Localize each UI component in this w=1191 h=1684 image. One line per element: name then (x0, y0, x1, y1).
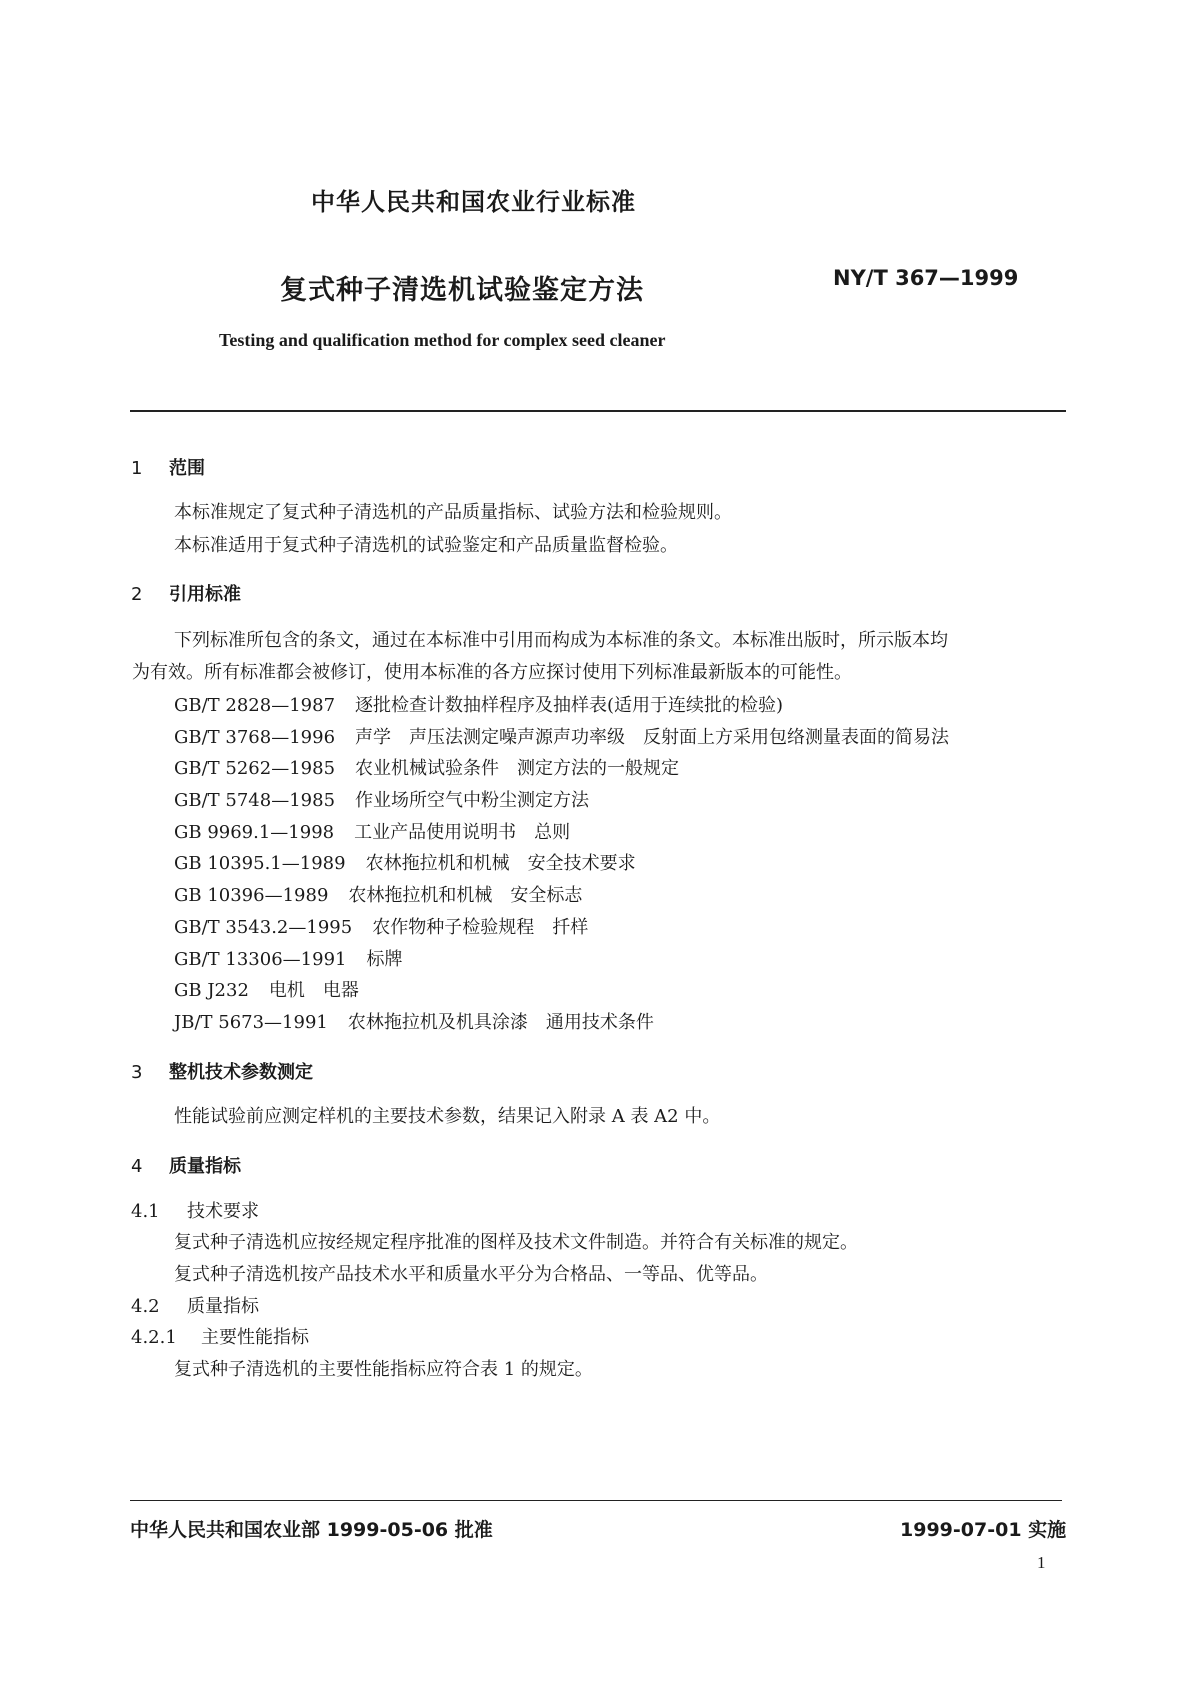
subsection-4-2-heading (131, 1292, 259, 1318)
subsection-4-2-1-heading (131, 1323, 309, 1349)
reference-item (174, 690, 949, 722)
reference-title: 农业机械试验条件 测定方法的一般规定 (355, 758, 680, 780)
reference-title: 农林拖拉机和机械 安全技术要求 (365, 853, 636, 875)
subsection-title: 主要性能指标 (201, 1327, 309, 1348)
section-title: 整机技术参数测定 (169, 1062, 313, 1083)
section-4-heading (131, 1152, 241, 1178)
reference-item (174, 817, 949, 849)
reference-code: GB/T 5262—1985 (174, 758, 336, 780)
standard-type-heading: 中华人民共和国农业行业标准 (311, 188, 636, 216)
reference-list (174, 690, 949, 1039)
reference-code: GB/T 3543.2—1995 (174, 916, 353, 938)
subsection-title: 质量指标 (187, 1296, 259, 1317)
reference-code: JB/T 5673—1991 (174, 1011, 328, 1033)
document-title: 复式种子清选机试验鉴定方法 (280, 275, 644, 306)
section-3-paragraph: 性能试验前应测定样机的主要技术参数，结果记入附录 A 表 A2 中。 (174, 1106, 721, 1127)
implementation-date: 1999-07-01 实施 (900, 1519, 1067, 1541)
reference-code: GB 10395.1—1989 (174, 853, 346, 875)
section-number: 3 (131, 1062, 143, 1083)
subsection-number: 4.1 (131, 1201, 160, 1222)
page-number: 1 (1037, 1553, 1046, 1572)
section-1-paragraph-1: 本标准规定了复式种子清选机的产品质量指标、试验方法和检验规则。 (174, 502, 732, 523)
reference-title: 工业产品使用说明书 总则 (354, 821, 571, 843)
reference-item (174, 848, 949, 880)
reference-item (174, 880, 949, 912)
section-2-heading (131, 580, 241, 606)
subsection-4-2-1-paragraph: 复式种子清选机的主要性能指标应符合表 1 的规定。 (174, 1359, 593, 1380)
section-2-intro-line-2: 为有效。所有标准都会被修订，使用本标准的各方应探讨使用下列标准最新版本的可能性。 (132, 662, 852, 683)
section-number: 4 (131, 1156, 143, 1177)
standard-number: NY/T 367—1999 (833, 266, 1019, 290)
section-1-paragraph-2: 本标准适用于复式种子清选机的试验鉴定和产品质量监督检验。 (174, 535, 678, 556)
section-title: 范围 (169, 458, 205, 479)
reference-title: 农林拖拉机和机械 安全标志 (348, 885, 583, 907)
reference-title: 电机 电器 (268, 980, 359, 1002)
reference-code: GB 10396—1989 (174, 885, 329, 907)
approval-note: 中华人民共和国农业部 1999-05-06 批准 (130, 1519, 493, 1541)
reference-item (174, 753, 949, 785)
section-title: 质量指标 (169, 1156, 241, 1177)
reference-title: 农作物种子检验规程 扦样 (372, 916, 589, 938)
section-3-heading (131, 1058, 313, 1084)
section-2-intro-line-1: 下列标准所包含的条文，通过在本标准中引用而构成为本标准的条文。本标准出版时，所示版本均 (174, 630, 948, 651)
header-divider (130, 410, 1066, 412)
english-title: Testing and qualification method for complex seed cleaner (219, 330, 666, 350)
reference-item (174, 912, 949, 944)
subsection-4-1-heading (131, 1197, 259, 1223)
reference-code: GB/T 3768—1996 (174, 726, 336, 748)
reference-title: 逐批检查计数抽样程序及抽样表(适用于连续批的检验) (355, 695, 784, 716)
section-title: 引用标准 (169, 584, 241, 605)
reference-item (174, 944, 949, 976)
reference-title: 声学 声压法测定噪声源声功率级 反射面上方采用包络测量表面的简易法 (355, 726, 950, 748)
reference-code: GB J232 (174, 980, 249, 1002)
reference-code: GB/T 13306—1991 (174, 948, 347, 970)
subsection-number: 4.2 (131, 1296, 160, 1317)
reference-item (174, 975, 949, 1007)
reference-code: GB 9969.1—1998 (174, 821, 335, 843)
subsection-4-1-paragraph-1: 复式种子清选机应按经规定程序批准的图样及技术文件制造。并符合有关标准的规定。 (174, 1232, 858, 1253)
reference-code: GB/T 5748—1985 (174, 790, 336, 812)
footer-divider (130, 1500, 1062, 1501)
section-number: 1 (131, 458, 143, 479)
subsection-number: 4.2.1 (131, 1327, 177, 1348)
reference-title: 标牌 (366, 948, 403, 970)
reference-item (174, 1007, 949, 1039)
subsection-title: 技术要求 (187, 1201, 259, 1222)
reference-code: GB/T 2828—1987 (174, 695, 336, 716)
reference-title: 农林拖拉机及机具涂漆 通用技术条件 (347, 1011, 654, 1033)
section-1-heading (131, 454, 205, 480)
reference-item (174, 785, 949, 817)
reference-item (174, 722, 949, 754)
reference-title: 作业场所空气中粉尘测定方法 (355, 790, 590, 812)
subsection-4-1-paragraph-2: 复式种子清选机按产品技术水平和质量水平分为合格品、一等品、优等品。 (174, 1264, 768, 1285)
section-number: 2 (131, 584, 143, 605)
